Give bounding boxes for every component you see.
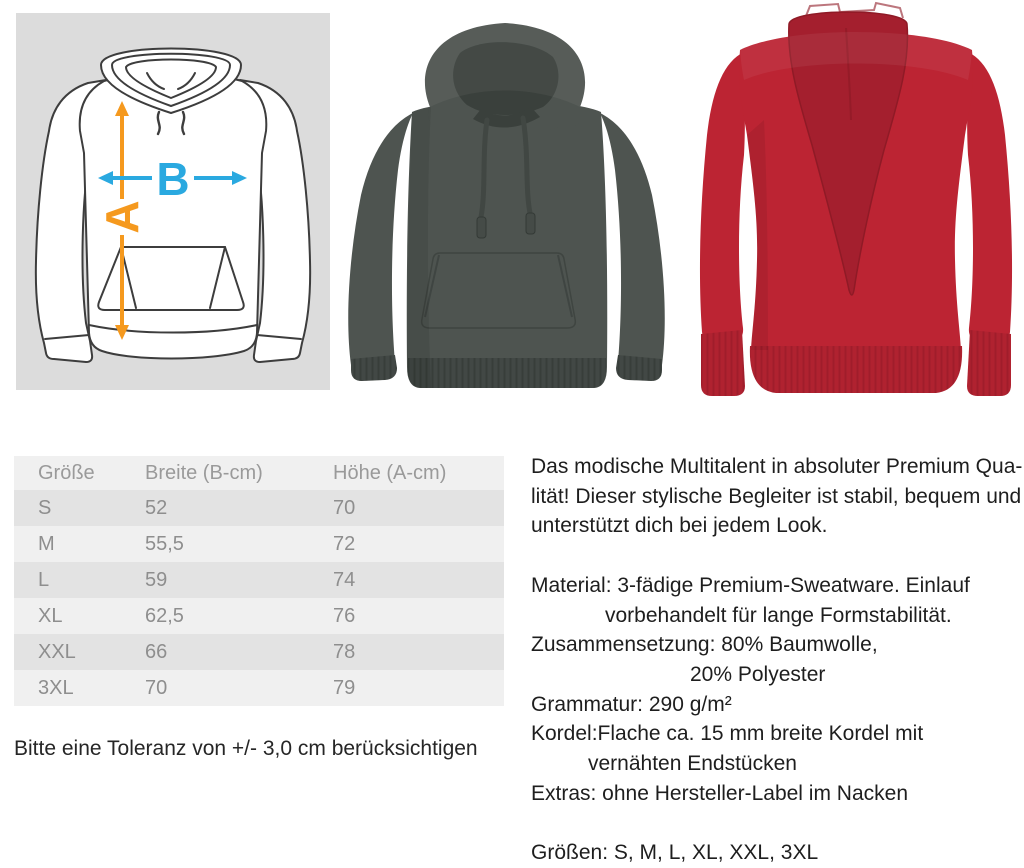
hoodie-measurement-sketch xyxy=(16,13,330,390)
description-line: lität! Dieser stylische Begleiter ist stabil, bequem und xyxy=(531,484,1022,508)
available-sizes: Größen: S, M, L, XL, XXL, 3XL xyxy=(531,841,819,865)
spec-material: Material: 3-fädige Premium-Sweatware. Einlauf xyxy=(531,573,970,597)
size-table xyxy=(14,456,504,706)
hoodie-back-photo[interactable] xyxy=(688,0,1024,400)
tolerance-note: Bitte eine Toleranz von +/- 3,0 cm berücksichtigen xyxy=(14,737,478,760)
back-hem-band xyxy=(750,346,962,393)
spec-composition: Zusammensetzung: 80% Baumwolle, xyxy=(531,633,878,657)
front-aglet-left xyxy=(477,217,486,238)
table-row xyxy=(14,562,504,598)
front-left-cuff xyxy=(351,355,397,381)
back-left-sleeve xyxy=(700,52,745,341)
cell-height: 79 xyxy=(333,676,356,699)
description-line: unterstützt dich bei jedem Look. xyxy=(531,514,828,538)
spec-extras: Extras: ohne Hersteller-Label im Nacken xyxy=(531,781,908,805)
spec-composition-cont: 20% Polyester xyxy=(690,662,826,686)
label-b: B xyxy=(156,153,190,205)
cell-width: 52 xyxy=(145,496,168,519)
cell-size: XXL xyxy=(38,640,76,663)
paragraph-gap xyxy=(531,541,1017,571)
paragraph-gap xyxy=(531,808,1017,838)
product-description xyxy=(531,452,1023,868)
spec-grammage: Grammatur: 290 g/m² xyxy=(531,692,732,716)
size-diagram-image[interactable] xyxy=(16,13,330,390)
back-left-cuff xyxy=(701,330,745,396)
cell-height: 78 xyxy=(333,640,356,663)
front-body xyxy=(407,101,608,388)
cell-size: M xyxy=(38,532,55,555)
cell-size: 3XL xyxy=(38,676,74,699)
cell-width: 62,5 xyxy=(145,604,184,627)
hoodie-front-photo[interactable] xyxy=(335,15,678,392)
spec-cord: Kordel:Flache ca. 15 mm breite Kordel mit xyxy=(531,722,924,746)
label-a: A xyxy=(96,200,148,234)
front-right-sleeve xyxy=(600,113,665,377)
column-header-size: Größe xyxy=(38,461,95,484)
size-table-header-row xyxy=(14,456,504,490)
cell-height: 76 xyxy=(333,604,356,627)
cell-width: 66 xyxy=(145,640,168,663)
column-header-height: Höhe (A-cm) xyxy=(333,461,447,484)
cell-size: S xyxy=(38,496,52,519)
table-row xyxy=(14,634,504,670)
front-right-cuff xyxy=(616,355,662,381)
back-side-shading xyxy=(747,120,768,350)
front-aglet-right xyxy=(526,213,535,234)
front-kangaroo-pocket xyxy=(422,253,576,328)
table-row xyxy=(14,526,504,562)
red-hoodie-back xyxy=(688,0,1024,400)
back-right-sleeve xyxy=(967,52,1012,341)
front-hem-band xyxy=(408,358,606,388)
cell-height: 72 xyxy=(333,532,356,555)
table-row xyxy=(14,598,504,634)
front-left-sleeve xyxy=(348,113,413,377)
column-header-width: Breite (B-cm) xyxy=(145,461,263,484)
description-line: Das modische Multitalent in absoluter Premium Qua- xyxy=(531,455,1023,478)
spec-cord-cont: vernähten Endstücken xyxy=(588,752,797,776)
cell-size: L xyxy=(38,568,50,591)
cell-height: 74 xyxy=(333,568,356,591)
cell-height: 70 xyxy=(333,496,356,519)
table-row xyxy=(14,670,504,706)
cell-width: 55,5 xyxy=(145,532,184,555)
back-right-cuff xyxy=(967,330,1011,396)
anthracite-hoodie-front xyxy=(335,15,678,392)
spec-material-cont: vorbehandelt für lange Formstabilität. xyxy=(605,603,952,627)
cell-width: 59 xyxy=(145,568,168,591)
table-row xyxy=(14,490,504,526)
cell-width: 70 xyxy=(145,676,168,699)
cell-size: XL xyxy=(38,604,63,627)
